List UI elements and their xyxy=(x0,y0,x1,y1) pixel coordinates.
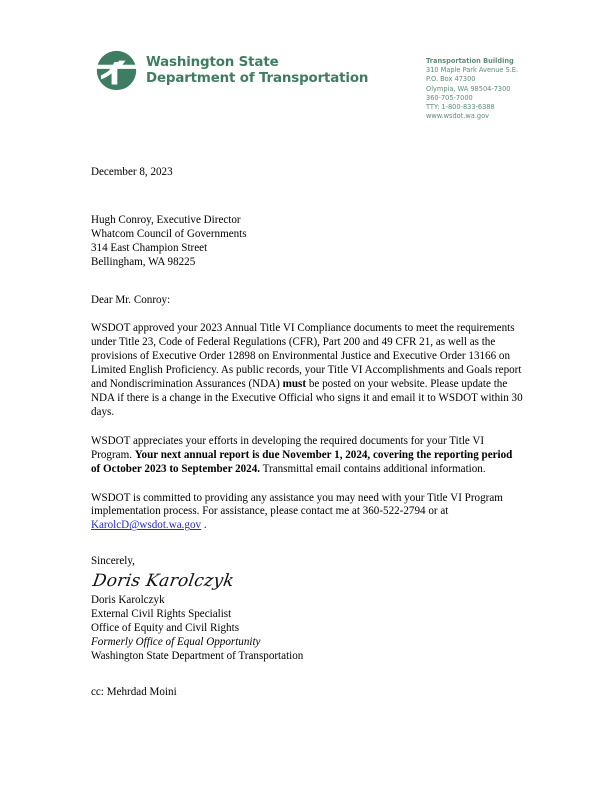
wsdot-circle-highway-logo xyxy=(96,50,137,91)
paragraph-1-bold: must xyxy=(282,378,307,391)
signer-office: Office of Equity and Civil Rights xyxy=(91,621,240,634)
letterhead xyxy=(0,0,612,145)
wordmark-line-1: Washington State xyxy=(146,55,279,71)
address-tty: TTY: 1-800-833-6388 xyxy=(426,103,495,112)
closing: Sincerely, xyxy=(91,555,135,568)
address-po-box: P.O. Box 47300 xyxy=(426,75,476,84)
paragraph-2 xyxy=(91,420,523,477)
wsdot-logo xyxy=(96,50,368,91)
wordmark-line-2: Department of Transportation xyxy=(146,70,369,86)
signer-agency: Washington State Department of Transportation xyxy=(91,649,304,662)
paragraph-3-part-2: . xyxy=(201,519,207,532)
recipient-address xyxy=(91,180,523,270)
salutation: Dear Mr. Conroy: xyxy=(91,293,171,306)
paragraph-1-part-2: be posted on your website. Please update the NDA if there is a change in the Executive Official who signs it and email it to WSDOT within 30 days. xyxy=(91,378,523,418)
paragraph-3-part-1: WSDOT is committed to providing any assistance you may need with your Title VI Program implementation process. For assistance, please contact me at 360-522-2794 or at xyxy=(91,491,503,518)
handwritten-signature: Doris Karolczyk xyxy=(91,571,236,592)
paragraph-1 xyxy=(91,307,523,419)
signature-block xyxy=(91,591,523,664)
address-street: 310 Maple Park Avenue S.E. xyxy=(426,66,519,75)
recipient-name-title: Hugh Conroy, Executive Director xyxy=(91,213,241,226)
letter-date: December 8, 2023 xyxy=(91,166,173,178)
address-city-state-zip: Olympia, WA 98504-7300 xyxy=(426,84,511,93)
cc-line: cc: Mehrdad Moini xyxy=(91,685,177,698)
letter-body xyxy=(91,166,523,700)
recipient-street: 314 East Champion Street xyxy=(91,241,208,254)
paragraph-2-part-1: WSDOT appreciates your efforts in developing the required documents for your Title VI Program. xyxy=(91,434,485,461)
signer-title: External Civil Rights Specialist xyxy=(91,608,232,621)
letterhead-address xyxy=(426,57,518,121)
address-website: www.wsdot.wa.gov xyxy=(426,112,490,121)
signer-former-office: Formerly Office of Equal Opportunity xyxy=(91,635,261,648)
paragraph-2-bold: Your next annual report is due November 1, 2024, covering the reporting period of October 2023 to September 2024. xyxy=(91,448,513,475)
address-phone: 360-705-7000 xyxy=(426,93,473,102)
paragraph-3 xyxy=(91,477,523,534)
paragraph-2-part-2: Transmittal email contains additional information. xyxy=(260,462,486,475)
paragraph-1-part-1: WSDOT approved your 2023 Annual Title VI Compliance documents to meet the requirements under Title 23, Code of Federal Regulations (CFR), Part 200 and 49 CFR 21, as well as the provisions of Executive Order 12898 on Environmental Justice and Executive Order 13166 on Limited English Proficiency. As public records, your Title VI Accomplishments and Goals report and Nondiscrimination Assurances (NDA) xyxy=(91,322,522,391)
signer-name: Doris Karolczyk xyxy=(91,594,165,607)
recipient-organization: Whatcom Council of Governments xyxy=(91,227,247,240)
recipient-city-state-zip: Bellingham, WA 98225 xyxy=(91,255,196,268)
address-building: Transportation Building xyxy=(426,57,514,65)
wsdot-wordmark xyxy=(146,55,368,86)
email-link[interactable]: KarolcD@wsdot.wa.gov xyxy=(91,519,202,532)
